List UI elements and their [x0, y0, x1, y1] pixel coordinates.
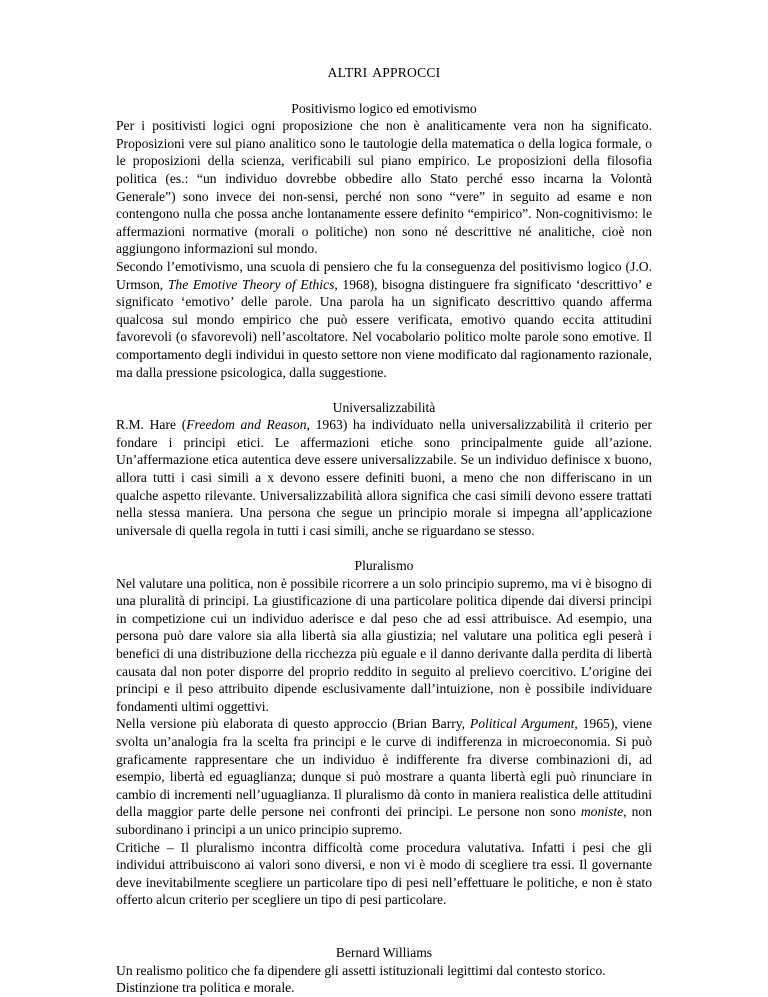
paragraph — [116, 416, 652, 539]
text-run: R.M. Hare ( — [116, 417, 187, 433]
paragraph — [116, 839, 652, 909]
text-run: , 1965), viene svolta un’analogia fra la scelta fra principi e le curve di indifferenza in microeconomia. Si può graficamente rappresentare che un individuo è indifferente fra diverse combinazioni di, ad esempio, libertà ed eguaglianza; dunque si può mostrare a quanta libertà egli può rinunciare in cambio di incrementi nell’uguaglianza. Il pluralismo dà conto in maniera realistica delle attitudini della maggior parte delle persone nei confronti dei principi. Le persone non sono — [116, 716, 652, 820]
section-heading: Bernard Williams — [335, 944, 433, 960]
text-run: , non subordinano i principi a un unico principio supremo. — [116, 804, 652, 837]
paragraph — [116, 962, 652, 980]
text-run: Distinzione tra politica e morale. — [116, 980, 295, 996]
book-title: The Emotive Theory of Ethics — [167, 276, 335, 292]
text-run: , 1968), bisogna distinguere fra significato ‘descrittivo’ e significato ‘emotivo’ delle parole. Una parola ha un significato descrittivo quando afferma qualcosa sul mondo empirico che può essere verificata, emotivo quando eccita attitudini favorevoli (o sfavorevoli) nell’ascoltatore. Nel vocabolario politico molte parole sono emotive. Il comportamento degli individui in questo settore non viene modificato dal ragionamento razionale, ma dalla pressione psicologica, dalla suggestione. — [116, 276, 652, 380]
section-heading: Positivismo logico ed emotivismo — [291, 100, 477, 116]
paragraph — [116, 117, 652, 258]
text-run: Per i positivisti logici ogni proposizione che non è analiticamente vera non ha significato. Proposizioni vere sul piano analitico sono le tautologie della matematica o della logica formale, o le proposizioni della scienza, verificabili sul piano empirico. Le proposizioni della filosofia politica (es.: “un individuo dovrebbe obbedire allo Stato perché esso incarna la Volontà Generale”) sono invece dei non-sensi, perché non sono “vere” in seguito ad esame e non contengono nulla che possa anche lontanamente essere definito “empirico”. Non-cognitivismo: le affermazioni normative (morali o politiche) non sono né descrittive né analitiche, cioè non aggiungono informazioni sul mondo. — [116, 118, 652, 257]
text-run: Un realismo politico che fa dipendere gli assetti istituzionali legittimi dal contesto storico. — [116, 962, 606, 978]
section-heading: Pluralismo — [354, 558, 414, 574]
text-run: Secondo l’emotivismo, una scuola di pensiero che fu la conseguenza del positivismo logico (J.O. Urmson, — [116, 258, 652, 292]
section-pluralismo — [116, 557, 652, 909]
document-body — [116, 64, 652, 997]
text-run: , 1963) ha individuato nella universalizzabilità il criterio per fondare i principi etici. Le affermazioni etiche sono principalmente guide all’azione. Un’affermazione etica autentica deve essere universalizzabile. Se un individuo definisce x buono, allora tutti i casi simili a x devono essere definiti buoni, a meno che non differiscano in un qualche aspetto rilevante. Universalizzabilità allora significa che casi simili devono essere trattati nella stessa maniera. Una persona che segue un principio morale si impegna all’applicazione universale di quella regola in tutti i casi simili, anche se riguardano se stesso. — [116, 417, 653, 538]
paragraph — [116, 715, 652, 838]
book-title: Political Argument — [469, 716, 575, 732]
paragraph — [116, 575, 652, 716]
text-run: Nel valutare una politica, non è possibile ricorrere a un solo principio supremo, ma vi è bisogno di una pluralità di principi. La giustificazione di una particolare politica dipende dai diversi principi in competizione cui un individuo aderisce e dal peso che ad essi attribuisce. Ad esempio, una persona può dare valore sia alla libertà sia alla giustizia; nel valutare una politica egli peserà i benefici di una distribuzione della ricchezza più eguale e il danno derivante dalla perdita di libertà causata dal non poter disporre del proprio reddito in seguito al prelievo coercitivo. L’origine dei principi e il peso attribuito dipende esclusivamente dall’intuizione, non è possibile individuare fondamenti ultimi oggettivi. — [116, 575, 652, 714]
section-bernard-williams — [116, 944, 652, 997]
section-universalizzabilita — [116, 399, 652, 540]
document-title: ALTRI APPROCCI — [327, 65, 441, 80]
section-positivismo — [116, 100, 652, 382]
text-run: Critiche – Il pluralismo incontra difficoltà come procedura valutativa. Infatti i pesi che gli individui attribuiscono ai valori sono diversi, e non vi è modo di scegliere tra essi. Il governante deve inevitabilmente scegliere un particolare tipo di pesi nell’effettuare le politiche, e non è stato offerto alcun criterio per scegliere un tipo di pesi particolare. — [116, 839, 652, 908]
text-run: Nella versione più elaborata di questo approccio (Brian Barry, — [116, 716, 470, 732]
paragraph — [116, 979, 652, 997]
book-title: Freedom and Reason — [186, 417, 307, 433]
paragraph — [116, 258, 652, 381]
emphasis-term: moniste — [580, 804, 624, 820]
section-heading: Universalizzabilità — [332, 399, 436, 415]
